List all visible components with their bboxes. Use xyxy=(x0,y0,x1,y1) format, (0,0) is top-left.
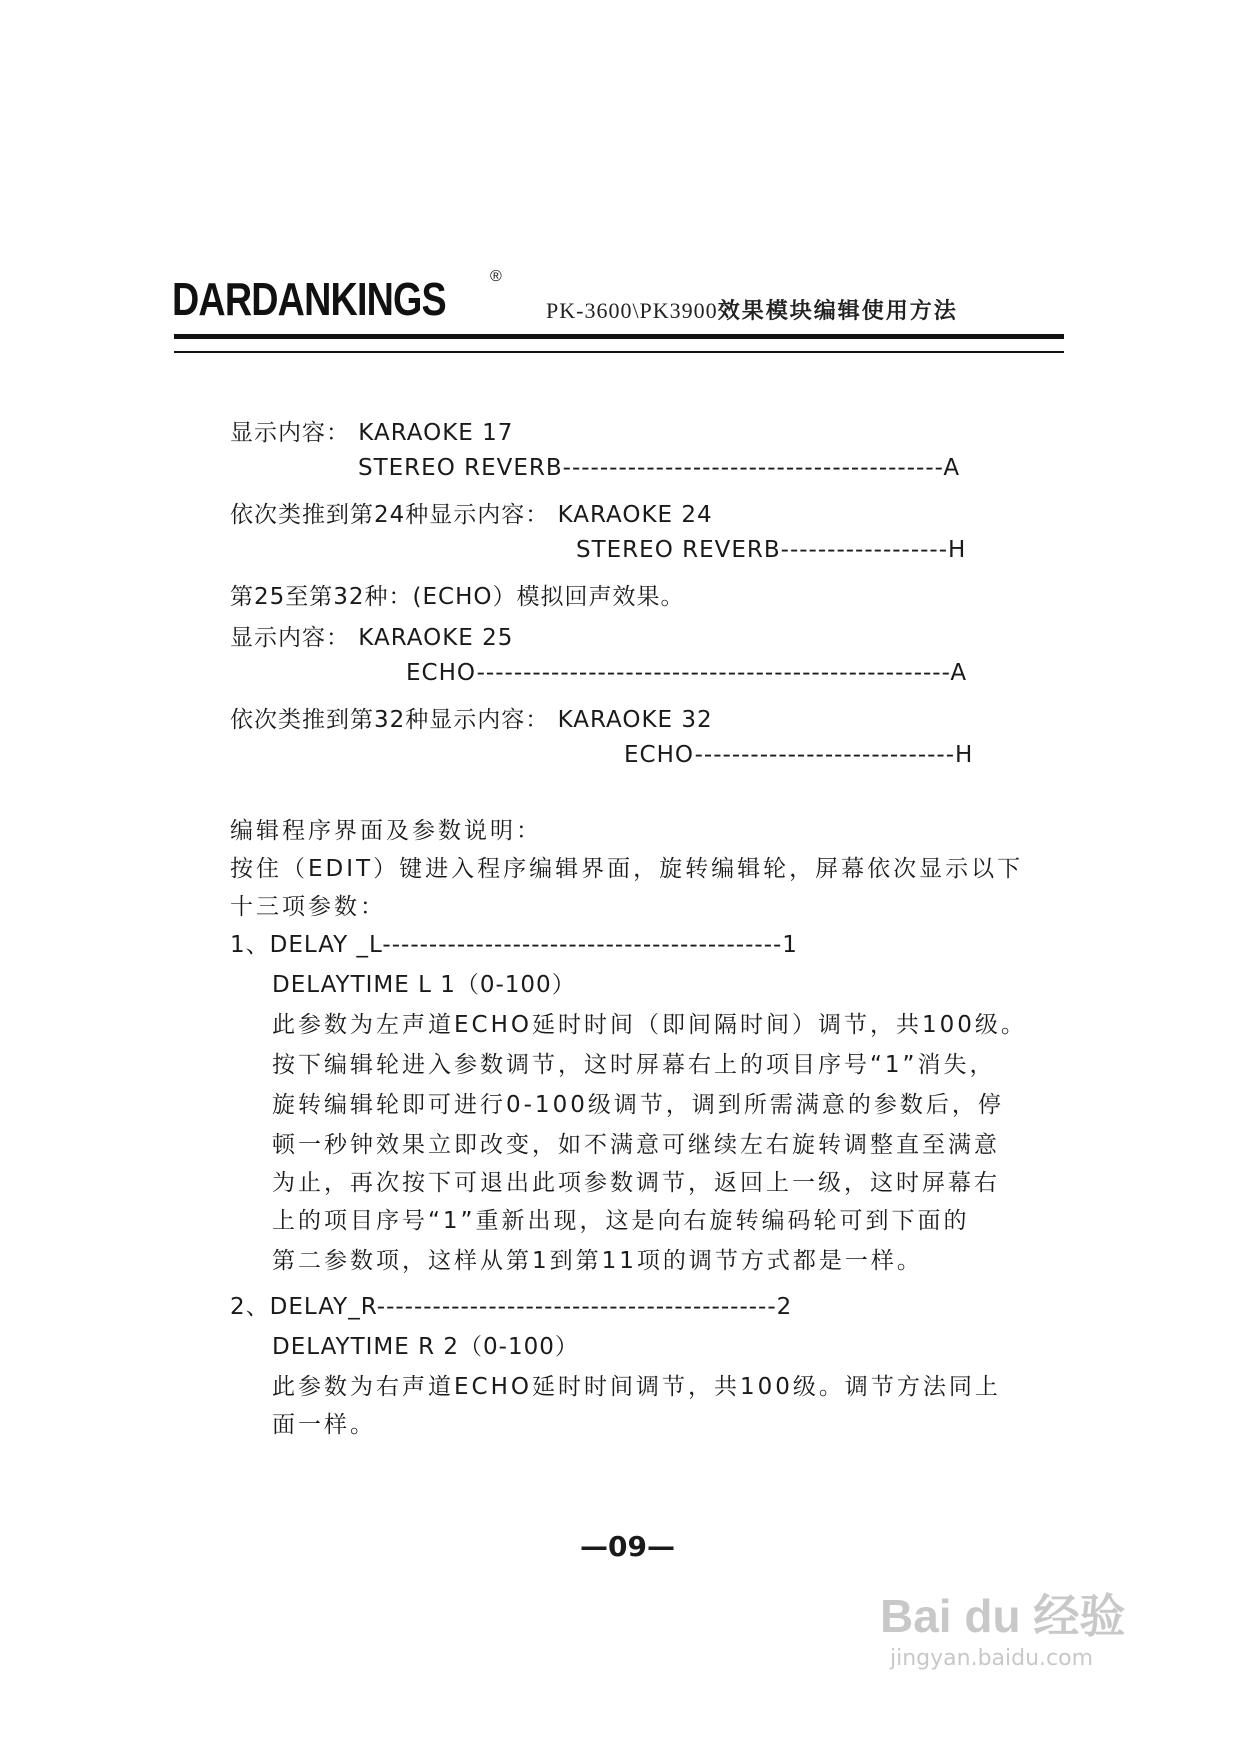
param-header: 2、DELAY_R-------------------------------------------2 xyxy=(230,1294,793,1320)
watermark-url: jingyan.baidu.com xyxy=(890,1646,1094,1671)
watermark xyxy=(880,1580,1125,1671)
display-line: 显示内容： KARAOKE 17 xyxy=(230,420,514,446)
watermark-brand: Bai du 经验 xyxy=(880,1590,1126,1642)
param-desc: 顿一秒钟效果立即改变，如不满意可继续左右旋转调整直至满意 xyxy=(272,1132,1000,1158)
section-heading: 编辑程序界面及参数说明： xyxy=(230,818,542,844)
header-rule-thick xyxy=(174,334,1064,339)
display-line: 依次类推到第32种显示内容： KARAOKE 32 xyxy=(230,707,713,733)
brand-logo xyxy=(172,268,512,330)
display-line: 第25至第32种：(ECHO）模拟回声效果。 xyxy=(230,584,685,610)
param-desc: 此参数为右声道ECHO延时时间调节，共100级。调节方法同上 xyxy=(272,1374,1001,1400)
section-intro: 按住（EDIT）键进入程序编辑界面，旋转编辑轮，屏幕依次显示以下 xyxy=(230,856,1024,882)
display-line: STEREO REVERB-----------------------------------------A xyxy=(358,455,961,481)
title-model: PK-3600\PK3900 xyxy=(546,298,718,323)
param-desc: 此参数为左声道ECHO延时时间（即间隔时间）调节，共100级。 xyxy=(272,1012,1027,1038)
display-line: ECHO----------------------------H xyxy=(624,742,974,768)
param-desc: 旋转编辑轮即可进行0-100级调节，调到所需满意的参数后，停 xyxy=(272,1092,1004,1118)
param-desc: 面一样。 xyxy=(272,1412,376,1438)
display-line: 依次类推到第24种显示内容： KARAOKE 24 xyxy=(230,502,713,528)
param-display: DELAYTIME R 2（0-100） xyxy=(272,1334,579,1360)
display-line: 显示内容： KARAOKE 25 xyxy=(230,625,514,651)
registered-mark: ® xyxy=(490,268,502,285)
header-rule-thin xyxy=(174,351,1064,353)
param-desc: 上的项目序号“1”重新出现，这是向右旋转编码轮可到下面的 xyxy=(272,1208,970,1234)
display-line: ECHO---------------------------------------------------A xyxy=(406,660,968,686)
param-display: DELAYTIME L 1（0-100） xyxy=(272,972,576,998)
param-desc: 为止，再次按下可退出此项参数调节，返回上一级，这时屏幕右 xyxy=(272,1170,1000,1196)
brand-name: DARDANKINGS xyxy=(172,273,446,325)
document-title xyxy=(546,294,958,325)
param-header: 1、DELAY _L-------------------------------------------1 xyxy=(230,932,798,958)
page-number: —09— xyxy=(580,1530,675,1563)
param-desc: 按下编辑轮进入参数调节，这时屏幕右上的项目序号“1”消失， xyxy=(272,1052,996,1078)
display-line: STEREO REVERB------------------H xyxy=(576,537,967,563)
param-desc: 第二参数项，这样从第1到第11项的调节方式都是一样。 xyxy=(272,1248,923,1274)
title-text: 效果模块编辑使用方法 xyxy=(717,299,958,324)
section-intro: 十三项参数： xyxy=(230,894,386,920)
